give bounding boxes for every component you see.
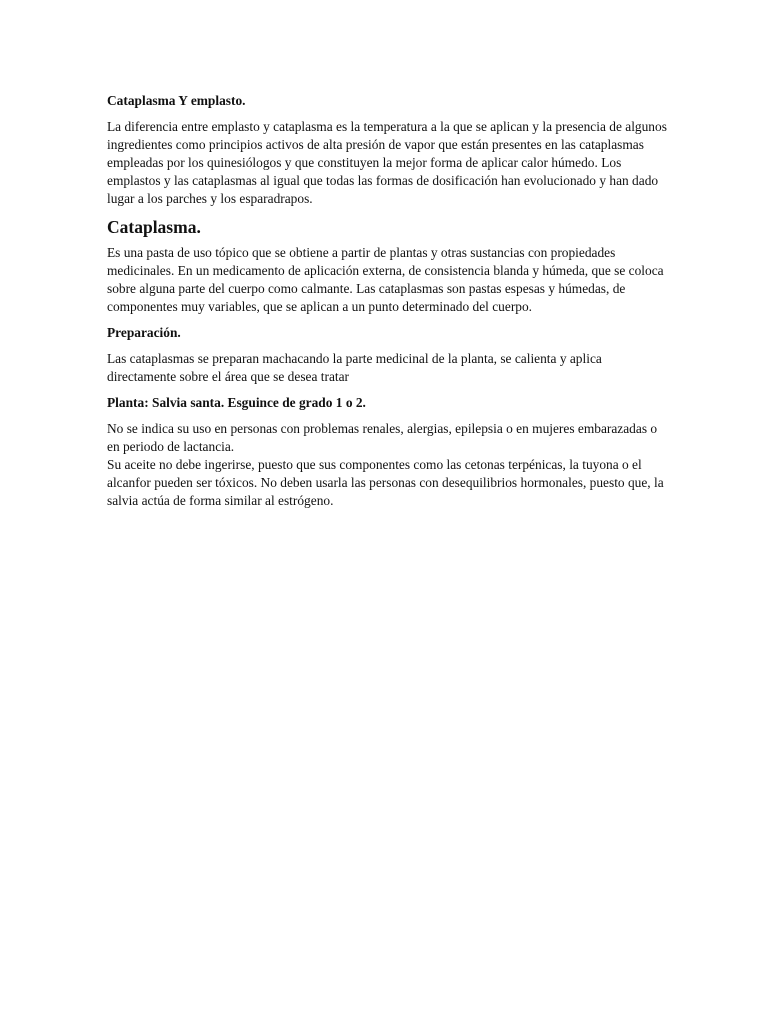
plant-paragraph-warnings: No se indica su uso en personas con problemas renales, alergias, epilepsia o en mujeres embarazadas o en periodo de lactancia. <box>107 421 658 454</box>
document-body <box>107 92 667 510</box>
cataplasma-paragraph: Es una pasta de uso tópico que se obtiene a partir de plantas y otras sustancias con propiedades medicinales. En un medicamento de aplicación externa, de consistencia blanda y húmeda, que se coloca sobre alguna parte del cuerpo como calmante. Las cataplasmas son pastas espesas y húmedas, de componentes muy variables, que se aplican a un punto determinado del cuerpo. <box>107 245 664 314</box>
plant-paragraph-toxicity: Su aceite no debe ingerirse, puesto que sus componentes como las cetonas terpénicas, la tuyona o el alcanfor pueden ser tóxicos. No deben usarla las personas con desequilibrios hormonales, puesto que, la salvia actúa de forma similar al estrógeno. <box>107 457 664 508</box>
preparation-heading: Preparación. <box>107 325 181 340</box>
intro-paragraph: La diferencia entre emplasto y cataplasma es la temperatura a la que se aplican y la presencia de algunos ingredientes como principios activos de alta presión de vapor que están presentes en las cataplasmas empleadas por los quinesiólogos y que constituyen la mejor forma de aplicar calor húmedo. Los emplastos y las cataplasmas al igual que todas las formas de dosificación han evolucionado y han dado lugar a los parches y los esparadrapos. <box>107 119 667 206</box>
document-title: Cataplasma Y emplasto. <box>107 93 246 108</box>
section-heading-cataplasma: Cataplasma. <box>107 217 201 237</box>
preparation-paragraph: Las cataplasmas se preparan machacando la parte medicinal de la planta, se calienta y aplica directamente sobre el área que se desea tratar <box>107 351 602 384</box>
plant-heading: Planta: Salvia santa. Esguince de grado 1 o 2. <box>107 395 366 410</box>
